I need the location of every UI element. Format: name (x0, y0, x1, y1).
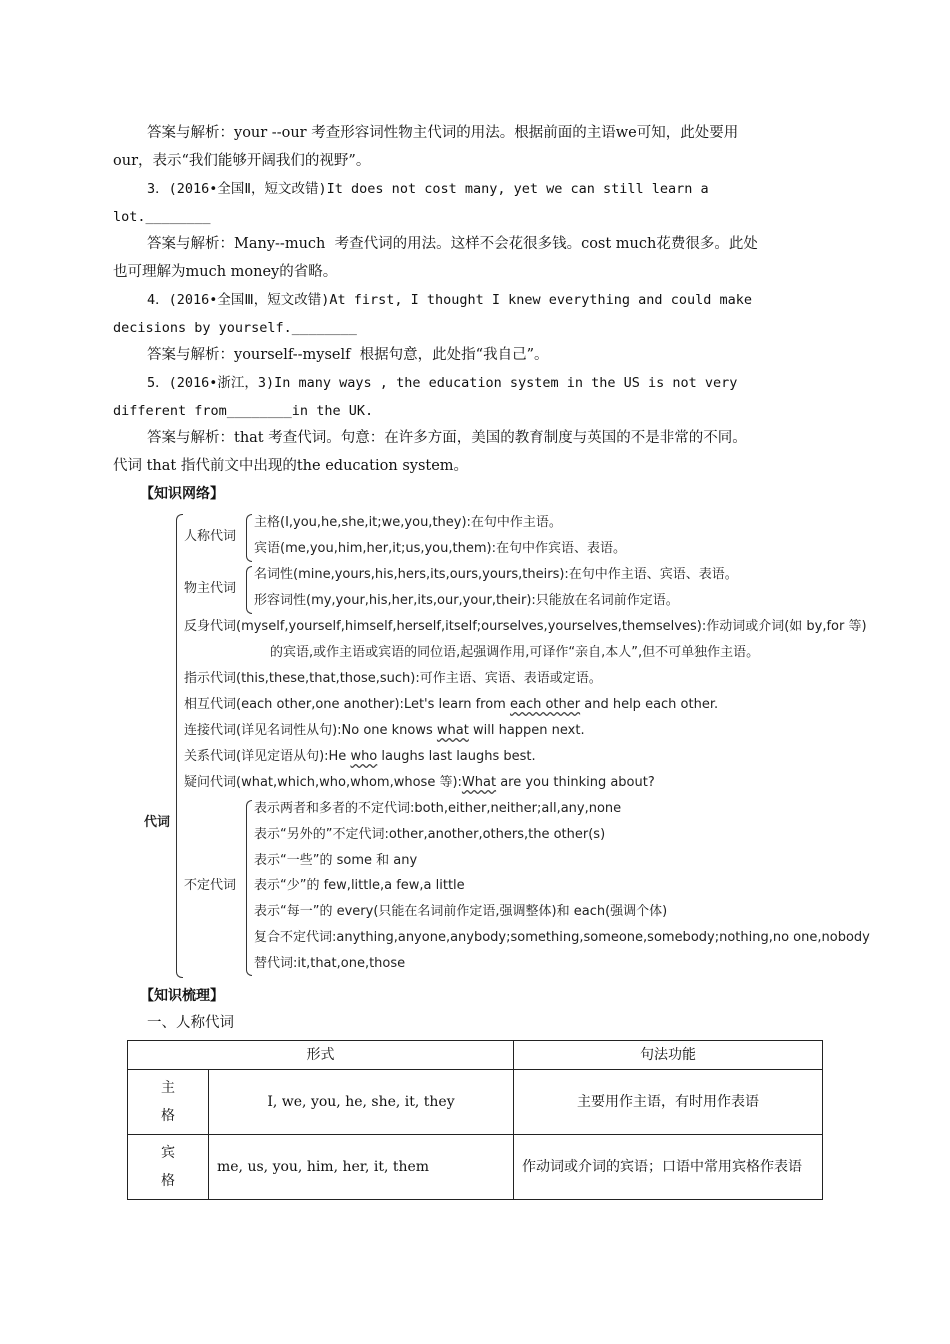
tree-indefinite-3: 表示“一些”的 some 和 any (254, 853, 418, 868)
relative-text-end: laughs last laughs best. (377, 749, 536, 764)
tree-demonstrative: 指示代词(this,these,that,those,such):可作主语、宾语、表语或定语。 (184, 671, 602, 686)
table-header-row (128, 1041, 823, 1070)
section-knowledge-summary: 【知识梳理】 (140, 988, 224, 1004)
question-3-line-1: 3．(2016•全国Ⅱ，短文改错)It does not cost many, yet we can still learn a (147, 181, 709, 197)
tree-possessive-adj: 形容词性(my,your,his,her,its,our,your,their):只能放在名词前作定语。 (254, 593, 679, 608)
tree-reflexive-1: 反身代词(myself,yourself,himself,herself,itself;ourselves,yourselves,themselves):作动词或介词(如 by,for 等) (184, 619, 867, 634)
reciprocal-text-end: and help each other. (580, 697, 719, 712)
table-row-function: 作动词或介词的宾语；口语中常用宾格作表语 (514, 1135, 823, 1200)
reciprocal-wavy-word: each other (509, 697, 581, 712)
table-header-function: 句法功能 (514, 1041, 823, 1070)
tree-indefinite: 不定代词 (184, 878, 237, 893)
answer-2-line-1: 答案与解析：your --our 考查形容词性物主代词的用法。根据前面的主语we可知，此处要用 (147, 125, 739, 141)
table-row-form: me, us, you, him, her, it, them (209, 1135, 514, 1200)
tree-indefinite-5: 表示“每一”的 every(只能在名词前作定语,强调整体)和 each(强调个体) (254, 904, 668, 919)
tree-indefinite-4: 表示“少”的 few,little,a few,a little (254, 878, 465, 893)
question-5-line-2: different from________in the UK. (113, 403, 374, 419)
question-4-line-1: 4．(2016•全国Ⅲ，短文改错)At first, I thought I knew everything and could make (147, 292, 752, 308)
section-knowledge-network: 【知识网络】 (140, 486, 224, 502)
connective-text: 连接代词(详见名词性从句):No one knows (184, 723, 437, 738)
tree-personal: 人称代词 (184, 529, 237, 544)
answer-3-line-1: 答案与解析：Many--much 考查代词的用法。这样不会花很多钱。cost much花费很多。此处 (147, 236, 758, 252)
answer-5-line-1: 答案与解析：that 考查代词。句意：在许多方面，美国的教育制度与英国的不是非常的不同。 (147, 430, 747, 446)
answer-4-line-1: 答案与解析：yourself--myself 根据句意，此处指“我自己”。 (147, 347, 549, 363)
tree-reciprocal (184, 696, 718, 714)
answer-2-line-2: our，表示“我们能够开阔我们的视野”。 (113, 153, 371, 169)
tree-indefinite-2: 表示“另外的”不定代词:other,another,others,the other(s) (254, 827, 606, 842)
tree-reflexive-2: 的宾语,或作主语或宾语的同位语,起强调作用,可译作“亲自,本人”,但不可单独作主语。 (270, 645, 760, 660)
tree-root-label: 代词 (144, 815, 171, 830)
tree-indefinite-1: 表示两者和多者的不定代词:both,either,neither;all,any,none (254, 801, 622, 816)
personal-pronoun-table (127, 1040, 823, 1200)
table-header-form: 形式 (128, 1041, 514, 1070)
question-5-line-1: 5．(2016•浙江，3)In many ways , the education system in the US is not very (147, 375, 738, 391)
relative-text: 关系代词(详见定语从句):He (184, 749, 351, 764)
tree-personal-subject: 主格(I,you,he,she,it;we,you,they):在句中作主语。 (254, 515, 562, 530)
table-row (128, 1070, 823, 1135)
relative-wavy-word: who (350, 749, 378, 764)
question-4-line-2: decisions by yourself.________ (113, 320, 357, 336)
tree-possessive: 物主代词 (184, 581, 237, 596)
question-3-line-2: lot.________ (113, 209, 211, 225)
interrogative-wavy-word: What (461, 775, 497, 790)
indefinite-brace (246, 800, 252, 976)
tree-indefinite-7: 替代词:it,that,one,those (254, 956, 406, 971)
personal-brace (246, 514, 252, 562)
table-row-form: I, we, you, he, she, it, they (209, 1070, 514, 1135)
possessive-brace (246, 566, 252, 614)
answer-3-line-2: 也可理解为much money的省略。 (113, 264, 338, 280)
root-brace (176, 514, 183, 978)
tree-relative (184, 748, 536, 766)
tree-interrogative (184, 774, 655, 792)
tree-indefinite-6: 复合不定代词:anything,anyone,anybody;something,someone,somebody;nothing,no one,nobody (254, 930, 870, 945)
answer-5-line-2: 代词 that 指代前文中出现的the education system。 (113, 458, 469, 474)
table-row-label: 主 格 (128, 1070, 209, 1135)
connective-wavy-word: what (436, 723, 469, 738)
tree-personal-object: 宾语(me,you,him,her,it;us,you,them):在句中作宾语、表语。 (254, 541, 626, 556)
reciprocal-text: 相互代词(each other,one another):Let's learn from (184, 697, 510, 712)
subsection-personal-pronouns: 一、人称代词 (147, 1015, 234, 1031)
table-row (128, 1135, 823, 1200)
tree-connective (184, 722, 585, 740)
interrogative-text-end: are you thinking about? (496, 775, 655, 790)
tree-possessive-noun: 名词性(mine,yours,his,hers,its,ours,yours,theirs):在句中作主语、宾语、表语。 (254, 567, 738, 582)
connective-text-end: will happen next. (468, 723, 585, 738)
interrogative-text: 疑问代词(what,which,who,whom,whose 等): (184, 775, 462, 790)
table-row-function: 主要用作主语，有时用作表语 (514, 1070, 823, 1135)
table-row-label: 宾 格 (128, 1135, 209, 1200)
